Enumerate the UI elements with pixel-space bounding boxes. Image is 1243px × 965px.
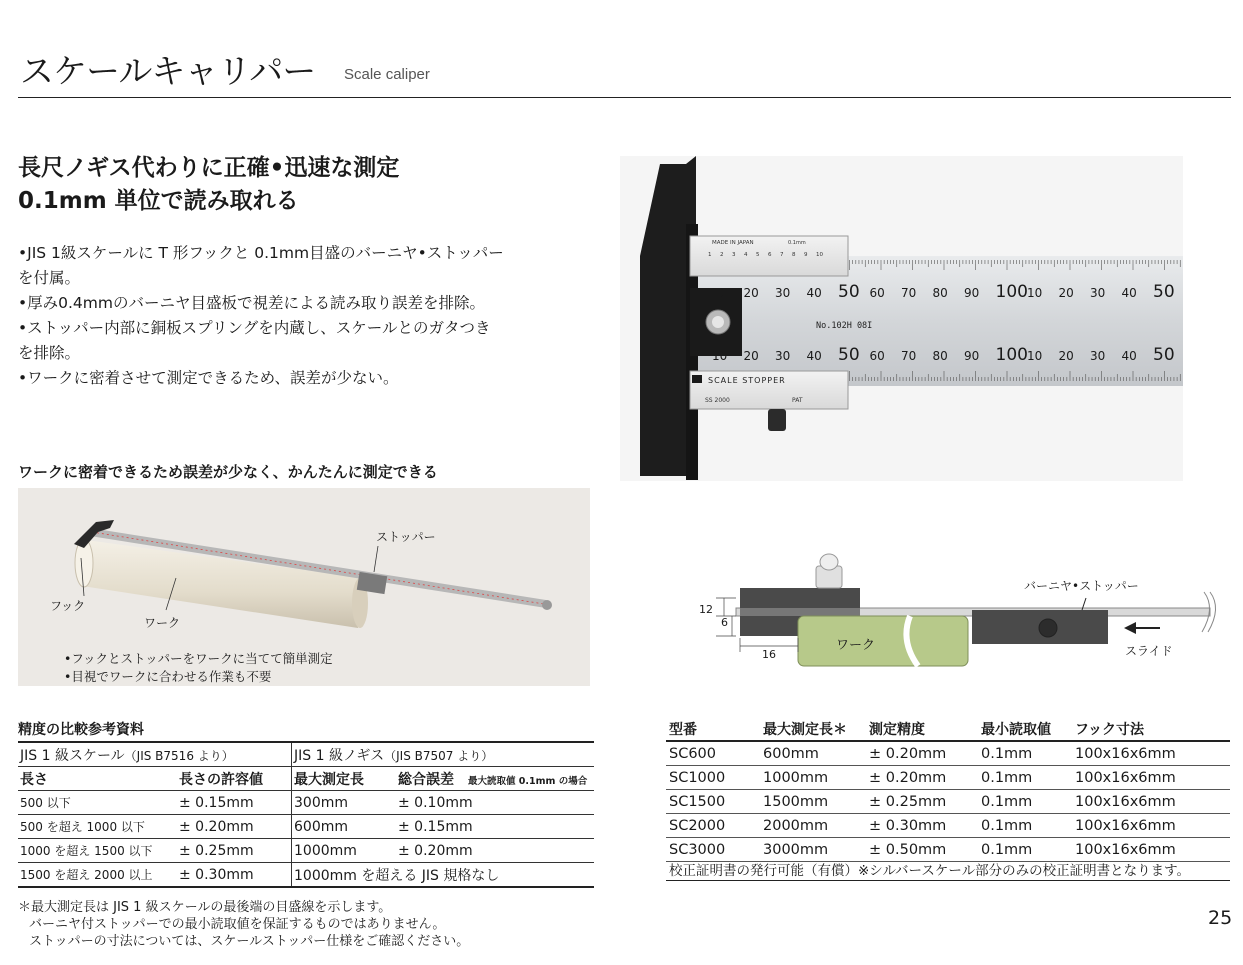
- model-table: [666, 717, 1230, 862]
- diagram-work: [798, 616, 968, 666]
- pat-label: PAT: [792, 397, 803, 404]
- feature-item: •ストッパー内部に銅板スプリングを内蔵し、スケールとのガタつき: [18, 319, 491, 337]
- cell-length: 500 を超え 1000 以下: [18, 815, 177, 839]
- cell-min-reading: 0.1mm: [978, 741, 1072, 766]
- model-label: SS 2000: [705, 397, 730, 404]
- vernier-stopper-callout: バーニヤ•ストッパー: [1024, 579, 1139, 593]
- cell-model: SC3000: [666, 838, 760, 862]
- footnote: ＊最大測定長は JIS 1 級スケールの最後端の目盛線を示します。: [18, 900, 392, 915]
- table-row: [666, 790, 1230, 814]
- scale-number-lower: 40: [806, 349, 822, 363]
- table-row: [18, 742, 594, 767]
- cell-max: 1000mm: [292, 839, 397, 863]
- cell-tolerance: ± 0.25mm: [177, 839, 292, 863]
- scale-number-lower: 50: [838, 345, 860, 365]
- unit-label: 0.1mm: [788, 240, 806, 246]
- col-max-length: 最大測定長＊: [760, 717, 866, 741]
- scale-number-upper: 100: [995, 282, 1028, 302]
- product-photo: [620, 156, 1183, 481]
- scale-number-upper: 60: [869, 286, 885, 300]
- cell-model: SC1000: [666, 766, 760, 790]
- vernier-digit: 6: [768, 252, 772, 258]
- cell-max-length: 1500mm: [760, 790, 866, 814]
- cell-max: 1000mm を超える JIS 規格なし: [292, 863, 595, 888]
- vernier-digit: 2: [720, 252, 724, 258]
- scale-number-lower: 10: [1027, 349, 1043, 363]
- table-row: [666, 814, 1230, 838]
- feature-item: を付属。: [18, 269, 81, 287]
- col-min-reading: 最小読取値: [978, 717, 1072, 741]
- cell-model: SC2000: [666, 814, 760, 838]
- col-length: 長さ: [18, 767, 177, 791]
- scale-number-upper: 70: [901, 286, 917, 300]
- cell-hook-size: 100x16x6mm: [1072, 814, 1230, 838]
- cell-total: ± 0.20mm: [396, 839, 594, 863]
- photo-note: •目視でワークに合わせる作業も不要: [64, 669, 272, 684]
- table-row: [666, 838, 1230, 862]
- table-row: [666, 766, 1230, 790]
- vernier-digit: 7: [780, 252, 784, 258]
- scale-number-lower: 30: [775, 349, 791, 363]
- scale-number-upper: 40: [806, 286, 822, 300]
- comparison-table: [18, 741, 594, 888]
- col-model: 型番: [666, 717, 760, 741]
- scale-number-upper: 80: [932, 286, 948, 300]
- cell-hook-size: 100x16x6mm: [1072, 741, 1230, 766]
- headline-line-1: 長尺ノギス代わりに正確•迅速な測定: [18, 155, 400, 181]
- cell-tolerance: ± 0.30mm: [177, 863, 292, 888]
- headline: [18, 152, 399, 218]
- lock-knob: [768, 409, 786, 431]
- photo-notes: [64, 650, 333, 686]
- vernier-digit: 10: [816, 252, 823, 258]
- cell-length: 1000 を超え 1500 以下: [18, 839, 177, 863]
- comparison-heading: 精度の比較参考資料: [18, 722, 144, 738]
- feature-list: [18, 241, 618, 391]
- cell-total: ± 0.15mm: [396, 815, 594, 839]
- scale-number-upper: 30: [1090, 286, 1106, 300]
- cell-max-length: 600mm: [760, 741, 866, 766]
- feature-item: •ワークに密着させて測定できるため、誤差が少ない。: [18, 369, 399, 387]
- scale-number-lower: 20: [1058, 349, 1074, 363]
- scale-number-upper: 50: [838, 282, 860, 302]
- scale-number-upper: 40: [1121, 286, 1137, 300]
- group-header-scale: JIS 1 級スケール（JIS B7516 より）: [18, 742, 292, 767]
- made-in-label: MADE IN JAPAN: [712, 240, 754, 246]
- diagram-work-label: ワーク: [836, 638, 876, 653]
- scale-number-lower: 20: [743, 349, 759, 363]
- page-number: 25: [1208, 907, 1233, 929]
- stopper-callout: ストッパー: [376, 530, 436, 544]
- hook-callout: フック: [50, 599, 86, 613]
- cell-total: ± 0.10mm: [396, 791, 594, 815]
- vernier-digit: 4: [744, 252, 748, 258]
- certificate-divider: [666, 880, 1230, 881]
- cell-max: 300mm: [292, 791, 397, 815]
- scale-number-upper: 20: [1058, 286, 1074, 300]
- scale-number-upper: 10: [1027, 286, 1043, 300]
- slide-label: スライド: [1125, 644, 1173, 658]
- cell-hook-size: 100x16x6mm: [1072, 766, 1230, 790]
- cell-max: 600mm: [292, 815, 397, 839]
- dim-16-label: 16: [762, 648, 776, 661]
- cell-tolerance: ± 0.20mm: [177, 815, 292, 839]
- cell-length: 500 以下: [18, 791, 177, 815]
- cell-model: SC1500: [666, 790, 760, 814]
- vernier-digit: 3: [732, 252, 736, 258]
- headline-line-2: 0.1mm 単位で読み取れる: [18, 188, 299, 214]
- certificate-note: 校正証明書の発行可能（有償）※シルバースケール部分のみの校正証明書となります。: [669, 863, 1191, 879]
- scale-number-upper: 90: [964, 286, 980, 300]
- col-total: 総合誤差 最大読取値 0.1mm の場合: [396, 767, 594, 791]
- brand-label: SCALE STOPPER: [708, 376, 786, 385]
- cell-accuracy: ± 0.50mm: [866, 838, 978, 862]
- cell-min-reading: 0.1mm: [978, 838, 1072, 862]
- vernier-digit: 5: [756, 252, 760, 258]
- footnotes: [18, 899, 469, 950]
- scale-number-lower: 30: [1090, 349, 1106, 363]
- table-row: [666, 741, 1230, 766]
- cell-tolerance: ± 0.15mm: [177, 791, 292, 815]
- cell-accuracy: ± 0.25mm: [866, 790, 978, 814]
- cell-min-reading: 0.1mm: [978, 814, 1072, 838]
- cell-hook-size: 100x16x6mm: [1072, 838, 1230, 862]
- cell-max-length: 3000mm: [760, 838, 866, 862]
- scale-number-lower: 90: [964, 349, 980, 363]
- photo-note: •フックとストッパーをワークに当てて簡単測定: [64, 651, 333, 666]
- footnote: バーニヤ付ストッパーでの最小読取値を保証するものではありません。: [29, 917, 446, 932]
- cell-model: SC600: [666, 741, 760, 766]
- page-title: スケールキャリパー: [20, 52, 316, 92]
- cell-length: 1500 を超え 2000 以上: [18, 863, 177, 888]
- table-row: [18, 767, 594, 791]
- caliper-closeup-illustration: [620, 156, 1183, 481]
- scale-number-lower: 70: [901, 349, 917, 363]
- cell-hook-size: 100x16x6mm: [1072, 790, 1230, 814]
- scale-number-upper: 50: [1153, 282, 1175, 302]
- vernier-digit: 1: [708, 252, 712, 258]
- page-subtitle: Scale caliper: [344, 66, 430, 83]
- cell-accuracy: ± 0.20mm: [866, 741, 978, 766]
- group-header-caliper: JIS 1 級ノギス（JIS B7507 より）: [292, 742, 595, 767]
- scale-number-lower: 10: [712, 349, 728, 363]
- footnote: ストッパーの寸法については、スケールストッパー仕様をご確認ください。: [29, 934, 470, 949]
- col-hook-size: フック寸法: [1072, 717, 1230, 741]
- table-row: [18, 791, 594, 815]
- scale-number-lower: 60: [869, 349, 885, 363]
- vernier-digit: 9: [804, 252, 808, 258]
- col-accuracy: 測定精度: [866, 717, 978, 741]
- dim-12-label: 12: [699, 603, 713, 616]
- work-callout: ワーク: [144, 616, 181, 630]
- cell-max-length: 2000mm: [760, 814, 866, 838]
- table-row: [18, 839, 594, 863]
- feature-item: •厚み0.4mmのバーニヤ目盛板で視差による読み取り誤差を排除。: [18, 294, 485, 312]
- scale-number-lower: 100: [995, 345, 1028, 365]
- cell-accuracy: ± 0.30mm: [866, 814, 978, 838]
- scale-number-lower: 40: [1121, 349, 1137, 363]
- col-tolerance: 長さの許容値: [177, 767, 292, 791]
- cell-max-length: 1000mm: [760, 766, 866, 790]
- scale-number-lower: 50: [1153, 345, 1175, 365]
- table-row: [18, 815, 594, 839]
- dim-6-label: 6: [721, 616, 728, 629]
- photo-heading: ワークに密着できるため誤差が少なく、かんたんに測定できる: [18, 463, 438, 481]
- serial-label: No.102H 08I: [816, 321, 873, 331]
- scale-number-lower: 80: [932, 349, 948, 363]
- cell-min-reading: 0.1mm: [978, 790, 1072, 814]
- feature-item: を排除。: [18, 344, 81, 362]
- cell-min-reading: 0.1mm: [978, 766, 1072, 790]
- scale-number-upper: 20: [743, 286, 759, 300]
- vernier-digit: 8: [792, 252, 796, 258]
- table-row: [666, 717, 1230, 741]
- col-max: 最大測定長: [292, 767, 397, 791]
- scale-number-upper: 10: [712, 286, 728, 300]
- cell-accuracy: ± 0.20mm: [866, 766, 978, 790]
- header-divider: [18, 97, 1231, 98]
- feature-item: •JIS 1級スケールに T 形フックと 0.1mm目盛のバーニヤ•ストッパー: [18, 244, 504, 262]
- scale-number-upper: 30: [775, 286, 791, 300]
- table-row: [18, 863, 594, 888]
